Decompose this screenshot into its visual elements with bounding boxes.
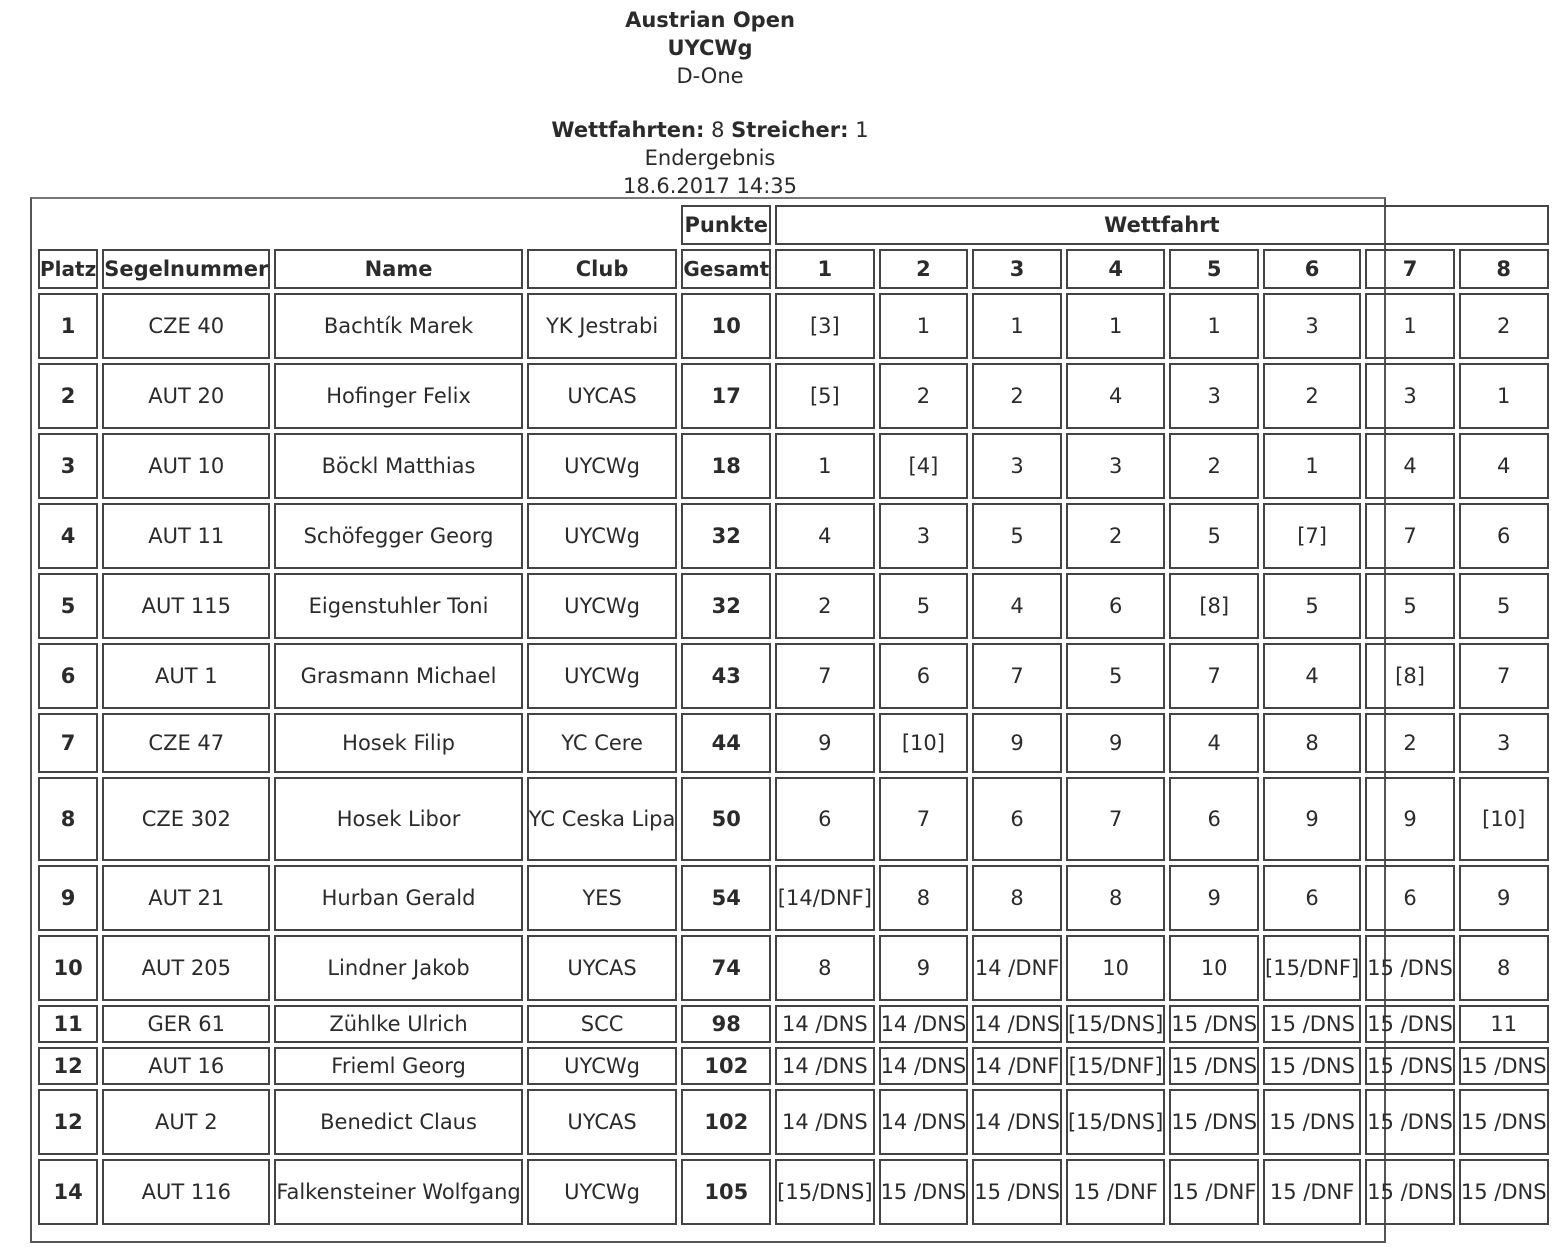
race-3-result-cell: 1 xyxy=(972,293,1062,359)
table-row xyxy=(38,1089,1549,1155)
place-cell: 11 xyxy=(38,1005,98,1043)
race-3-result-cell: 14 /DNF xyxy=(972,1047,1062,1085)
total-points-cell: 74 xyxy=(681,935,771,1001)
club-cell: UYCWg xyxy=(527,1159,678,1225)
race-7-result-cell: 5 xyxy=(1365,573,1455,639)
club-cell: YK Jestrabi xyxy=(527,293,678,359)
race-7-result-cell: 7 xyxy=(1365,503,1455,569)
sail-number-cell: AUT 21 xyxy=(102,865,270,931)
total-points-cell: 43 xyxy=(681,643,771,709)
race-5-result-cell: 4 xyxy=(1169,713,1259,773)
race-4-result-cell: 4 xyxy=(1066,363,1165,429)
total-points-cell: 54 xyxy=(681,865,771,931)
place-cell: 5 xyxy=(38,573,98,639)
race-6-result-cell: 15 /DNS xyxy=(1263,1005,1361,1043)
place-cell: 2 xyxy=(38,363,98,429)
race-7-result-cell: 15 /DNS xyxy=(1365,1159,1455,1225)
race-5-result-cell: 15 /DNS xyxy=(1169,1047,1259,1085)
races-group-header: Wettfahrt xyxy=(775,205,1548,245)
total-points-cell: 10 xyxy=(681,293,771,359)
place-cell: 6 xyxy=(38,643,98,709)
race-8-result-cell: 1 xyxy=(1459,363,1549,429)
table-row xyxy=(38,865,1549,931)
race-6-result-cell: [7] xyxy=(1263,503,1361,569)
total-points-cell: 18 xyxy=(681,433,771,499)
col-header-place: Platz xyxy=(38,249,98,289)
table-row xyxy=(38,643,1549,709)
total-points-cell: 50 xyxy=(681,777,771,861)
race-2-result-cell: 3 xyxy=(879,503,969,569)
table-row xyxy=(38,777,1549,861)
race-1-result-cell: 2 xyxy=(775,573,874,639)
race-1-result-cell: 14 /DNS xyxy=(775,1005,874,1043)
race-4-result-cell: 2 xyxy=(1066,503,1165,569)
race-8-result-cell: 9 xyxy=(1459,865,1549,931)
race-1-result-cell: [5] xyxy=(775,363,874,429)
races-label: Wettfahrten: xyxy=(551,118,705,142)
name-cell: Hosek Filip xyxy=(274,713,522,773)
race-8-result-cell: 2 xyxy=(1459,293,1549,359)
race-2-result-cell: 9 xyxy=(879,935,969,1001)
race-6-result-cell: 6 xyxy=(1263,865,1361,931)
col-header-sail-number: Segelnummer xyxy=(102,249,270,289)
total-points-cell: 98 xyxy=(681,1005,771,1043)
discards-value: 1 xyxy=(855,118,869,142)
col-header-race-5: 5 xyxy=(1169,249,1259,289)
club-cell: UYCWg xyxy=(527,643,678,709)
sail-number-cell: AUT 10 xyxy=(102,433,270,499)
table-row xyxy=(38,935,1549,1001)
race-6-result-cell: 9 xyxy=(1263,777,1361,861)
table-row xyxy=(38,713,1549,773)
name-cell: Bachtík Marek xyxy=(274,293,522,359)
club-cell: YES xyxy=(527,865,678,931)
points-group-header: Punkte xyxy=(681,205,771,245)
race-5-result-cell: 15 /DNS xyxy=(1169,1005,1259,1043)
col-header-club: Club xyxy=(527,249,678,289)
race-6-result-cell: 1 xyxy=(1263,433,1361,499)
race-5-result-cell: 15 /DNF xyxy=(1169,1159,1259,1225)
race-7-result-cell: 1 xyxy=(1365,293,1455,359)
total-points-cell: 102 xyxy=(681,1089,771,1155)
race-5-result-cell: 2 xyxy=(1169,433,1259,499)
race-5-result-cell: 15 /DNS xyxy=(1169,1089,1259,1155)
race-7-result-cell: 4 xyxy=(1365,433,1455,499)
race-7-result-cell: 3 xyxy=(1365,363,1455,429)
race-2-result-cell: 14 /DNS xyxy=(879,1047,969,1085)
race-4-result-cell: 10 xyxy=(1066,935,1165,1001)
race-3-result-cell: 14 /DNS xyxy=(972,1089,1062,1155)
race-8-result-cell: 11 xyxy=(1459,1005,1549,1043)
host-club: UYCWg xyxy=(667,36,753,60)
race-6-result-cell: 15 /DNS xyxy=(1263,1089,1361,1155)
race-7-result-cell: 9 xyxy=(1365,777,1455,861)
race-5-result-cell: 9 xyxy=(1169,865,1259,931)
column-header-row xyxy=(38,249,1549,289)
col-header-name: Name xyxy=(274,249,522,289)
result-status: Endergebnis xyxy=(644,146,776,170)
race-4-result-cell: 9 xyxy=(1066,713,1165,773)
race-6-result-cell: 15 /DNS xyxy=(1263,1047,1361,1085)
race-1-result-cell: 7 xyxy=(775,643,874,709)
race-3-result-cell: 7 xyxy=(972,643,1062,709)
place-cell: 12 xyxy=(38,1047,98,1085)
club-cell: YC Cere xyxy=(527,713,678,773)
race-summary xyxy=(0,116,1420,144)
race-8-result-cell: 4 xyxy=(1459,433,1549,499)
name-cell: Böckl Matthias xyxy=(274,433,522,499)
race-3-result-cell: 15 /DNS xyxy=(972,1159,1062,1225)
race-5-result-cell: 1 xyxy=(1169,293,1259,359)
race-5-result-cell: 3 xyxy=(1169,363,1259,429)
col-header-race-2: 2 xyxy=(879,249,969,289)
race-5-result-cell: 6 xyxy=(1169,777,1259,861)
sail-number-cell: CZE 47 xyxy=(102,713,270,773)
club-cell: SCC xyxy=(527,1005,678,1043)
name-cell: Schöfegger Georg xyxy=(274,503,522,569)
race-6-result-cell: 15 /DNF xyxy=(1263,1159,1361,1225)
race-4-result-cell: [15/DNS] xyxy=(1066,1005,1165,1043)
col-header-race-8: 8 xyxy=(1459,249,1549,289)
race-7-result-cell: [8] xyxy=(1365,643,1455,709)
sail-number-cell: AUT 2 xyxy=(102,1089,270,1155)
total-points-cell: 102 xyxy=(681,1047,771,1085)
race-4-result-cell: 1 xyxy=(1066,293,1165,359)
place-cell: 1 xyxy=(38,293,98,359)
place-cell: 8 xyxy=(38,777,98,861)
race-2-result-cell: 14 /DNS xyxy=(879,1005,969,1043)
total-points-cell: 44 xyxy=(681,713,771,773)
race-1-result-cell: 1 xyxy=(775,433,874,499)
place-cell: 14 xyxy=(38,1159,98,1225)
race-2-result-cell: 6 xyxy=(879,643,969,709)
race-2-result-cell: [4] xyxy=(879,433,969,499)
col-header-race-6: 6 xyxy=(1263,249,1361,289)
race-3-result-cell: 4 xyxy=(972,573,1062,639)
sail-number-cell: AUT 115 xyxy=(102,573,270,639)
race-5-result-cell: 10 xyxy=(1169,935,1259,1001)
name-cell: Benedict Claus xyxy=(274,1089,522,1155)
race-1-result-cell: 4 xyxy=(775,503,874,569)
total-points-cell: 17 xyxy=(681,363,771,429)
discards-label: Streicher: xyxy=(731,118,849,142)
race-4-result-cell: 15 /DNF xyxy=(1066,1159,1165,1225)
race-6-result-cell: 8 xyxy=(1263,713,1361,773)
race-8-result-cell: 15 /DNS xyxy=(1459,1089,1549,1155)
place-cell: 9 xyxy=(38,865,98,931)
place-cell: 10 xyxy=(38,935,98,1001)
table-row xyxy=(38,1159,1549,1225)
club-cell: UYCWg xyxy=(527,573,678,639)
race-4-result-cell: [15/DNS] xyxy=(1066,1089,1165,1155)
race-7-result-cell: 2 xyxy=(1365,713,1455,773)
race-6-result-cell: [15/DNF] xyxy=(1263,935,1361,1001)
name-cell: Lindner Jakob xyxy=(274,935,522,1001)
results-body xyxy=(38,293,1549,1225)
sail-number-cell: GER 61 xyxy=(102,1005,270,1043)
results-header xyxy=(0,6,1420,200)
race-2-result-cell: 15 /DNS xyxy=(879,1159,969,1225)
race-6-result-cell: 5 xyxy=(1263,573,1361,639)
race-6-result-cell: 2 xyxy=(1263,363,1361,429)
race-3-result-cell: 9 xyxy=(972,713,1062,773)
name-cell: Hofinger Felix xyxy=(274,363,522,429)
race-5-result-cell: [8] xyxy=(1169,573,1259,639)
total-points-cell: 32 xyxy=(681,503,771,569)
name-cell: Grasmann Michael xyxy=(274,643,522,709)
results-table xyxy=(34,201,1553,1229)
race-4-result-cell: 7 xyxy=(1066,777,1165,861)
race-2-result-cell: 14 /DNS xyxy=(879,1089,969,1155)
race-1-result-cell: [15/DNS] xyxy=(775,1159,874,1225)
table-row xyxy=(38,573,1549,639)
sail-number-cell: AUT 205 xyxy=(102,935,270,1001)
sail-number-cell: AUT 11 xyxy=(102,503,270,569)
race-6-result-cell: 4 xyxy=(1263,643,1361,709)
sail-number-cell: AUT 1 xyxy=(102,643,270,709)
race-8-result-cell: 3 xyxy=(1459,713,1549,773)
race-3-result-cell: 14 /DNF xyxy=(972,935,1062,1001)
race-1-result-cell: 6 xyxy=(775,777,874,861)
race-4-result-cell: [15/DNF] xyxy=(1066,1047,1165,1085)
col-header-race-3: 3 xyxy=(972,249,1062,289)
sail-number-cell: AUT 16 xyxy=(102,1047,270,1085)
table-row xyxy=(38,433,1549,499)
race-7-result-cell: 15 /DNS xyxy=(1365,1089,1455,1155)
race-8-result-cell: 15 /DNS xyxy=(1459,1047,1549,1085)
name-cell: Hurban Gerald xyxy=(274,865,522,931)
name-cell: Frieml Georg xyxy=(274,1047,522,1085)
sail-number-cell: AUT 20 xyxy=(102,363,270,429)
race-7-result-cell: 15 /DNS xyxy=(1365,935,1455,1001)
name-cell: Falkensteiner Wolfgang xyxy=(274,1159,522,1225)
sail-number-cell: AUT 116 xyxy=(102,1159,270,1225)
race-1-result-cell: [14/DNF] xyxy=(775,865,874,931)
race-7-result-cell: 6 xyxy=(1365,865,1455,931)
race-2-result-cell: 7 xyxy=(879,777,969,861)
group-header-row xyxy=(38,205,1549,245)
club-cell: YC Ceska Lipa xyxy=(527,777,678,861)
race-4-result-cell: 3 xyxy=(1066,433,1165,499)
race-2-result-cell: [10] xyxy=(879,713,969,773)
race-7-result-cell: 15 /DNS xyxy=(1365,1005,1455,1043)
race-3-result-cell: 5 xyxy=(972,503,1062,569)
place-cell: 4 xyxy=(38,503,98,569)
col-header-race-4: 4 xyxy=(1066,249,1165,289)
table-row xyxy=(38,363,1549,429)
club-cell: UYCAS xyxy=(527,363,678,429)
race-8-result-cell: 5 xyxy=(1459,573,1549,639)
place-cell: 12 xyxy=(38,1089,98,1155)
sail-number-cell: CZE 302 xyxy=(102,777,270,861)
col-header-race-7: 7 xyxy=(1365,249,1455,289)
race-7-result-cell: 15 /DNS xyxy=(1365,1047,1455,1085)
race-1-result-cell: 9 xyxy=(775,713,874,773)
race-4-result-cell: 5 xyxy=(1066,643,1165,709)
race-2-result-cell: 2 xyxy=(879,363,969,429)
race-8-result-cell: [10] xyxy=(1459,777,1549,861)
total-points-cell: 105 xyxy=(681,1159,771,1225)
races-value: 8 xyxy=(711,118,725,142)
race-4-result-cell: 8 xyxy=(1066,865,1165,931)
race-3-result-cell: 6 xyxy=(972,777,1062,861)
event-title: Austrian Open xyxy=(625,8,795,32)
race-8-result-cell: 7 xyxy=(1459,643,1549,709)
table-row xyxy=(38,1047,1549,1085)
club-cell: UYCWg xyxy=(527,1047,678,1085)
table-row xyxy=(38,503,1549,569)
total-points-cell: 32 xyxy=(681,573,771,639)
result-datetime: 18.6.2017 14:35 xyxy=(622,174,798,198)
boat-class: D-One xyxy=(676,64,744,88)
race-6-result-cell: 3 xyxy=(1263,293,1361,359)
race-1-result-cell: [3] xyxy=(775,293,874,359)
race-1-result-cell: 14 /DNS xyxy=(775,1047,874,1085)
race-2-result-cell: 5 xyxy=(879,573,969,639)
place-cell: 7 xyxy=(38,713,98,773)
sail-number-cell: CZE 40 xyxy=(102,293,270,359)
race-2-result-cell: 1 xyxy=(879,293,969,359)
table-row xyxy=(38,1005,1549,1043)
race-5-result-cell: 7 xyxy=(1169,643,1259,709)
col-header-race-1: 1 xyxy=(775,249,874,289)
name-cell: Zühlke Ulrich xyxy=(274,1005,522,1043)
race-8-result-cell: 6 xyxy=(1459,503,1549,569)
race-3-result-cell: 14 /DNS xyxy=(972,1005,1062,1043)
race-8-result-cell: 15 /DNS xyxy=(1459,1159,1549,1225)
club-cell: UYCAS xyxy=(527,1089,678,1155)
place-cell: 3 xyxy=(38,433,98,499)
name-cell: Hosek Libor xyxy=(274,777,522,861)
race-1-result-cell: 8 xyxy=(775,935,874,1001)
race-3-result-cell: 8 xyxy=(972,865,1062,931)
race-1-result-cell: 14 /DNS xyxy=(775,1089,874,1155)
club-cell: UYCAS xyxy=(527,935,678,1001)
race-2-result-cell: 8 xyxy=(879,865,969,931)
race-5-result-cell: 5 xyxy=(1169,503,1259,569)
race-3-result-cell: 3 xyxy=(972,433,1062,499)
club-cell: UYCWg xyxy=(527,433,678,499)
race-3-result-cell: 2 xyxy=(972,363,1062,429)
name-cell: Eigenstuhler Toni xyxy=(274,573,522,639)
race-4-result-cell: 6 xyxy=(1066,573,1165,639)
col-header-total: Gesamt xyxy=(681,249,771,289)
table-row xyxy=(38,293,1549,359)
club-cell: UYCWg xyxy=(527,503,678,569)
race-8-result-cell: 8 xyxy=(1459,935,1549,1001)
